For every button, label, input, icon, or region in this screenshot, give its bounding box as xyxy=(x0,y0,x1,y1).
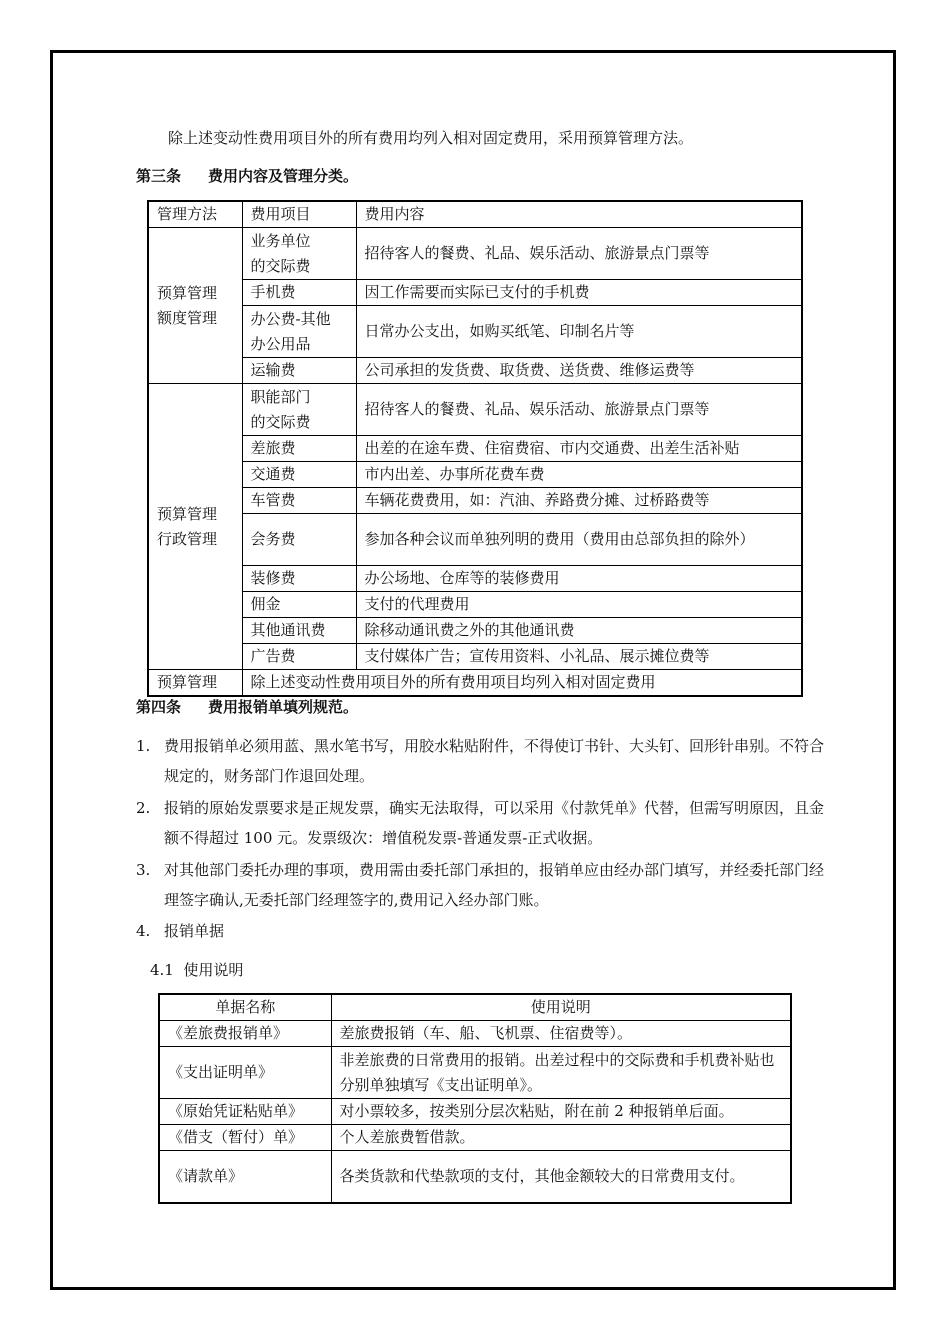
receipt-name-cell: 《差旅费报销单》 xyxy=(159,1021,331,1047)
expense-item-cell: 职能部门 的交际费 xyxy=(242,384,356,436)
expense-item-cell: 其他通讯费 xyxy=(242,618,356,644)
management-method-cell: 预算管理 额度管理 xyxy=(148,228,242,384)
expense-item-cell: 手机费 xyxy=(242,280,356,306)
expense-item-cell: 会务费 xyxy=(242,514,356,566)
table-row xyxy=(148,436,802,462)
list-text: 费用报销单必须用蓝、黑水笔书写，用胶水粘贴附件，不得使订书针、大头钉、回形针串别。不符合规定的，财务部门作退回处理。 xyxy=(164,737,825,785)
table-row xyxy=(159,1151,791,1203)
list-text: 报销的原始发票要求是正规发票，确实无法取得，可以采用《付款凭单》代替，但需写明原因，且金额不得超过 100 元。发票级次：增值税发票-普通发票-正式收据。 xyxy=(164,799,825,847)
list-item xyxy=(136,855,826,915)
table-row xyxy=(148,618,802,644)
receipt-desc-cell: 个人差旅费暂借款。 xyxy=(331,1125,791,1151)
list-item xyxy=(136,916,826,946)
table-row xyxy=(148,670,802,697)
column-header: 管理方法 xyxy=(148,201,242,228)
column-header: 使用说明 xyxy=(331,994,791,1021)
expense-item-cell: 交通费 xyxy=(242,462,356,488)
receipt-name-cell: 《支出证明单》 xyxy=(159,1047,331,1099)
table-header-row xyxy=(148,201,802,228)
expense-item-cell: 办公费-其他 办公用品 xyxy=(242,306,356,358)
column-header: 费用项目 xyxy=(242,201,356,228)
table-row xyxy=(148,488,802,514)
table-row xyxy=(148,384,802,436)
expense-content-cell: 日常办公支出，如购买纸笔、印制名片等 xyxy=(356,306,802,358)
column-header: 费用内容 xyxy=(356,201,802,228)
expense-content-cell: 除移动通讯费之外的其他通讯费 xyxy=(356,618,802,644)
table-row xyxy=(159,1021,791,1047)
section-title: 费用内容及管理分类。 xyxy=(208,167,359,185)
sub-heading: 4.1 使用说明 xyxy=(150,961,244,979)
expense-item-cell: 装修费 xyxy=(242,566,356,592)
section-number: 第四条 xyxy=(136,698,182,716)
expense-content-cell: 除上述变动性费用项目外的所有费用项目均列入相对固定费用 xyxy=(242,670,802,697)
receipt-name-cell: 《借支（暂付）单》 xyxy=(159,1125,331,1151)
list-text: 对其他部门委托办理的事项，费用需由委托部门承担的，报销单应由经办部门填写，并经委托部门经理签字确认,无委托部门经理签字的,费用记入经办部门账。 xyxy=(164,861,825,909)
expense-item-cell: 佣金 xyxy=(242,592,356,618)
column-header: 单据名称 xyxy=(159,994,331,1021)
list-number: 1. xyxy=(136,737,151,755)
table-row xyxy=(159,1099,791,1125)
expense-content-cell: 支付的代理费用 xyxy=(356,592,802,618)
expense-content-cell: 招待客人的餐费、礼品、娱乐活动、旅游景点门票等 xyxy=(356,228,802,280)
table-row xyxy=(159,1125,791,1151)
management-method-cell: 预算管理 xyxy=(148,670,242,697)
receipt-desc-cell: 非差旅费的日常费用的报销。出差过程中的交际费和手机费补贴也分别单独填写《支出证明单》。 xyxy=(331,1047,791,1099)
list-text: 报销单据 xyxy=(164,922,225,940)
section-title: 费用报销单填列规范。 xyxy=(208,698,359,716)
receipt-usage-table xyxy=(158,993,792,1204)
table-row xyxy=(148,358,802,384)
table-row xyxy=(148,644,802,670)
expense-classification-table xyxy=(147,200,803,697)
list-item xyxy=(136,731,826,791)
expense-content-cell: 因工作需要而实际已支付的手机费 xyxy=(356,280,802,306)
list-number: 4. xyxy=(136,922,151,940)
section-3-heading xyxy=(136,166,358,186)
table-row xyxy=(159,1047,791,1099)
expense-item-cell: 差旅费 xyxy=(242,436,356,462)
table-header-row xyxy=(159,994,791,1021)
section-number: 第三条 xyxy=(136,167,182,185)
table-row xyxy=(148,514,802,566)
receipt-name-cell: 《请款单》 xyxy=(159,1151,331,1203)
receipt-desc-cell: 对小票较多，按类别分层次粘贴，附在前 2 种报销单后面。 xyxy=(331,1099,791,1125)
list-item xyxy=(136,793,826,853)
expense-item-cell: 广告费 xyxy=(242,644,356,670)
table-row xyxy=(148,462,802,488)
expense-content-cell: 支付媒体广告；宣传用资料、小礼品、展示摊位费等 xyxy=(356,644,802,670)
section-4-heading xyxy=(136,697,358,717)
list-number: 2. xyxy=(136,799,151,817)
intro-paragraph: 除上述变动性费用项目外的所有费用均列入相对固定费用，采用预算管理方法。 xyxy=(168,129,694,147)
expense-item-cell: 运输费 xyxy=(242,358,356,384)
expense-content-cell: 参加各种会议而单独列明的费用（费用由总部负担的除外） xyxy=(356,514,802,566)
list-number: 3. xyxy=(136,861,151,879)
table-row xyxy=(148,592,802,618)
expense-item-cell: 车管费 xyxy=(242,488,356,514)
expense-content-cell: 出差的在途车费、住宿费宿、市内交通费、出差生活补贴 xyxy=(356,436,802,462)
expense-content-cell: 公司承担的发货费、取货费、送货费、维修运费等 xyxy=(356,358,802,384)
management-method-cell: 预算管理 行政管理 xyxy=(148,384,242,670)
receipt-name-cell: 《原始凭证粘贴单》 xyxy=(159,1099,331,1125)
expense-content-cell: 办公场地、仓库等的装修费用 xyxy=(356,566,802,592)
receipt-desc-cell: 各类货款和代垫款项的支付，其他金额较大的日常费用支付。 xyxy=(331,1151,791,1203)
receipt-desc-cell: 差旅费报销（车、船、飞机票、住宿费等）。 xyxy=(331,1021,791,1047)
expense-item-cell: 业务单位 的交际费 xyxy=(242,228,356,280)
table-row xyxy=(148,280,802,306)
expense-content-cell: 市内出差、办事所花费车费 xyxy=(356,462,802,488)
table-row xyxy=(148,228,802,280)
table-row xyxy=(148,306,802,358)
expense-content-cell: 招待客人的餐费、礼品、娱乐活动、旅游景点门票等 xyxy=(356,384,802,436)
expense-content-cell: 车辆花费费用，如：汽油、养路费分摊、过桥路费等 xyxy=(356,488,802,514)
table-row xyxy=(148,566,802,592)
